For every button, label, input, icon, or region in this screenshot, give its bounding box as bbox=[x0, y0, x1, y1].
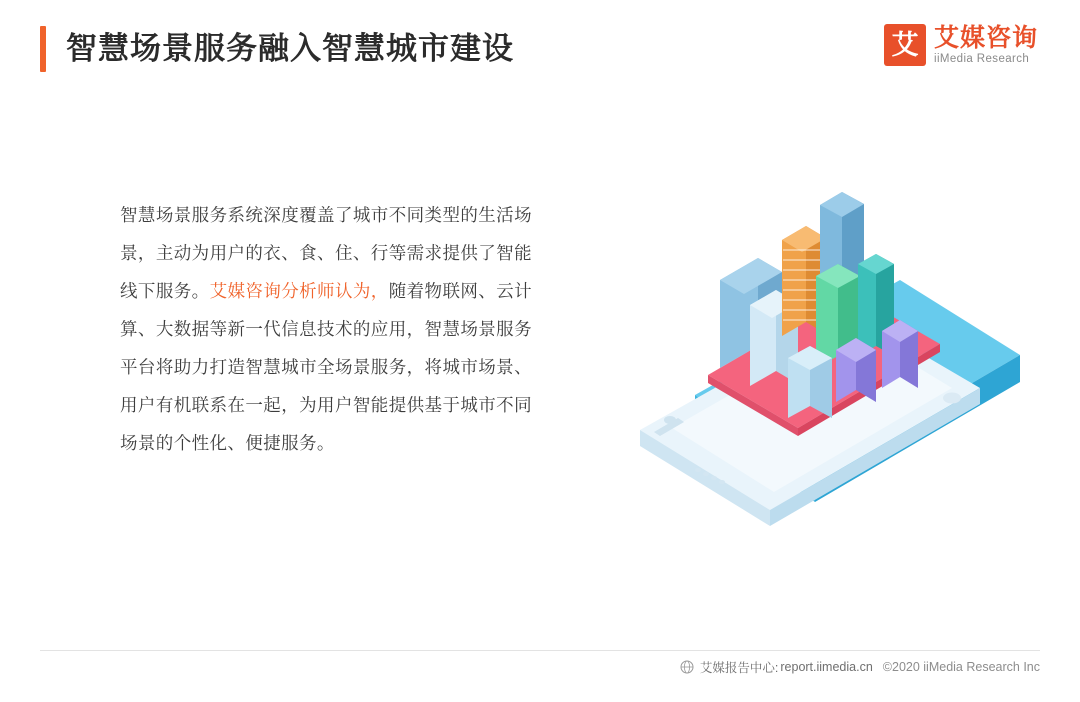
footer-content bbox=[680, 658, 1040, 676]
footer-url[interactable]: report.iimedia.cn bbox=[780, 660, 873, 674]
footer-divider bbox=[40, 650, 1040, 651]
logo-mark-icon: 艾 bbox=[884, 24, 926, 66]
logo-name-en: iiMedia Research bbox=[933, 53, 1030, 65]
globe-icon bbox=[680, 660, 694, 674]
footer-source-label: 艾媒报告中心: bbox=[699, 661, 779, 675]
footer bbox=[40, 650, 1040, 684]
page-title: 智慧场景服务融入智慧城市建设 bbox=[66, 31, 514, 66]
slide-left-edge bbox=[0, 0, 6, 702]
page-title-row bbox=[40, 26, 514, 72]
body-text-highlight: 艾媒咨询分析师认为， bbox=[209, 281, 389, 301]
illustration-smart-city bbox=[520, 130, 1040, 550]
logo-name-cn: 艾媒咨询 bbox=[933, 24, 1038, 52]
brand-logo bbox=[884, 24, 1038, 68]
body-text-part2: 随着物联网、云计算、大数据等新一代信息技术的应用，智慧场景服务平台将助力打造智慧城市全场景服务，将城市场景、用户有机联系在一起，为用户智能提供基于城市不同场景的个性化、便捷服务。 bbox=[120, 281, 533, 453]
body-text-part1: 智慧场景服务系统深度覆盖了城市不同类型的生活场景，主动为用户的衣、食、住、行等需求提供了智能线下服务。 bbox=[120, 205, 532, 301]
body-paragraph bbox=[120, 196, 532, 462]
logo-text-wrap bbox=[934, 24, 1038, 68]
title-accent-bar bbox=[40, 26, 46, 72]
footer-copyright: ©2020 iiMedia Research Inc bbox=[882, 660, 1040, 674]
